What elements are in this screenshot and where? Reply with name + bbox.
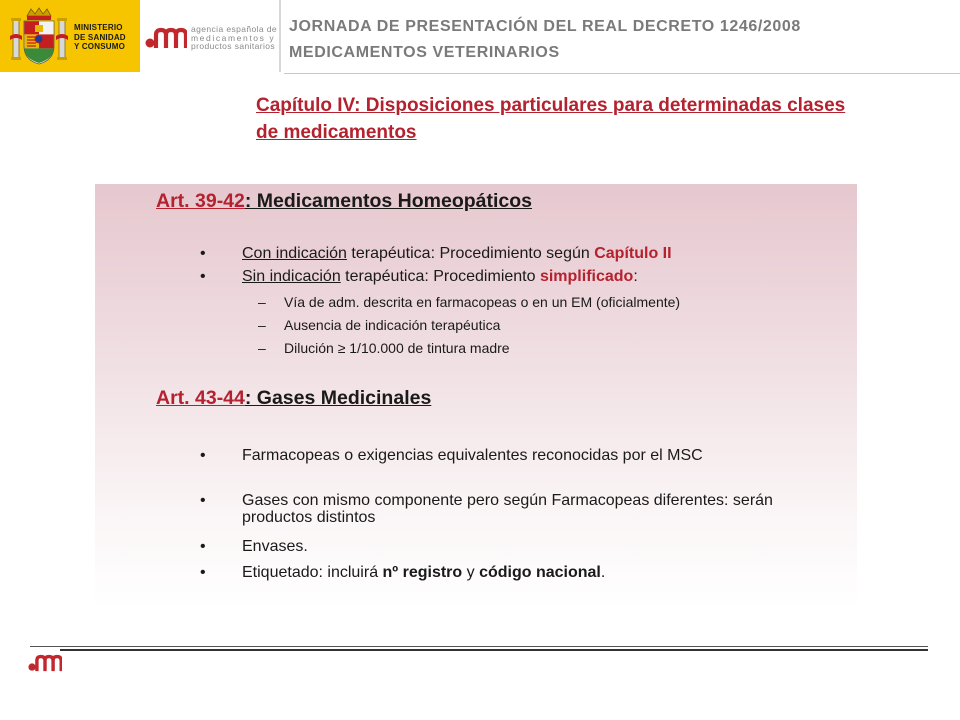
bullet-text: Envases. bbox=[242, 538, 308, 555]
aemps-footer-logo-icon bbox=[28, 652, 62, 674]
bullet-text bbox=[242, 564, 812, 581]
text-run: terapéutica: Procedimiento bbox=[340, 268, 540, 285]
dash-icon: – bbox=[258, 294, 266, 310]
sub-item-text: Ausencia de indicación terapéutica bbox=[284, 317, 501, 333]
ministry-line: DE SANIDAD bbox=[74, 32, 126, 42]
ministry-name bbox=[74, 23, 126, 52]
slide-title: Capítulo IV: Disposiciones particulares para determinadas clases de medicamentos bbox=[256, 95, 846, 143]
agency-name bbox=[191, 25, 277, 51]
bullet-icon: • bbox=[200, 492, 206, 509]
bullet-text: Farmacopeas o exigencias equivalentes reconocidas por el MSC bbox=[242, 447, 703, 464]
article-reference: Art. 39-42 bbox=[156, 190, 245, 212]
text-run: Etiquetado: incluirá bbox=[242, 564, 383, 581]
section-name: : Gases Medicinales bbox=[244, 387, 432, 409]
underlined-term: Con indicación bbox=[242, 245, 347, 262]
text-run: y bbox=[462, 564, 480, 581]
bold-term: código nacional bbox=[479, 564, 601, 581]
text-run: terapéutica: Procedimiento según bbox=[346, 245, 595, 262]
ministry-line: Y CONSUMO bbox=[74, 42, 125, 51]
event-title-line: MEDICAMENTOS VETERINARIOS bbox=[289, 44, 560, 61]
ministry-line: MINISTERIO bbox=[74, 23, 123, 32]
agency-line: medicamentos y bbox=[191, 32, 276, 43]
agency-line: productos sanitarios bbox=[191, 41, 276, 51]
bullet-icon: • bbox=[200, 538, 206, 555]
event-title bbox=[289, 14, 801, 66]
emphasis-term: simplificado bbox=[539, 268, 634, 285]
bold-term: nº registro bbox=[382, 564, 463, 581]
section-name: : Medicamentos Homeopáticos bbox=[244, 190, 533, 212]
underlined-term: Sin indicación bbox=[242, 268, 341, 285]
footer-divider bbox=[30, 646, 928, 647]
bullet-icon: • bbox=[200, 564, 206, 581]
text-run: . bbox=[600, 564, 606, 581]
footer-divider bbox=[60, 649, 928, 651]
bullet-icon: • bbox=[200, 447, 206, 464]
agency-line: agencia española de bbox=[191, 24, 278, 34]
aemps-am-logo-icon bbox=[145, 26, 187, 50]
text-run: : bbox=[633, 268, 638, 285]
agency-logo bbox=[141, 0, 281, 72]
dash-icon: – bbox=[258, 317, 266, 333]
emphasis-term: Capítulo II bbox=[594, 245, 672, 262]
sub-item-text: Dilución ≥ 1/10.000 de tintura madre bbox=[284, 340, 510, 356]
section-heading-gases bbox=[156, 387, 431, 410]
bullet-text: Gases con mismo componente pero según Farmacopeas diferentes: serán productos distintos bbox=[242, 492, 773, 526]
article-reference: Art. 43-44 bbox=[156, 387, 245, 409]
sub-item-text: Vía de adm. descrita en farmacopeas o en un EM (oficialmente) bbox=[284, 294, 681, 310]
spain-coat-of-arms-icon bbox=[10, 6, 68, 66]
bullet-icon: • bbox=[200, 245, 206, 262]
ministry-logo bbox=[0, 0, 140, 72]
event-title-line: JORNADA DE PRESENTACIÓN DEL REAL DECRETO 1246/2008 bbox=[289, 18, 801, 35]
section-heading-homeopaticos bbox=[156, 190, 532, 213]
bullet-text bbox=[242, 268, 812, 285]
header bbox=[0, 0, 960, 74]
dash-icon: – bbox=[258, 340, 266, 356]
header-divider bbox=[284, 73, 960, 74]
bullet-text bbox=[242, 245, 812, 262]
bullet-icon: • bbox=[200, 268, 206, 285]
